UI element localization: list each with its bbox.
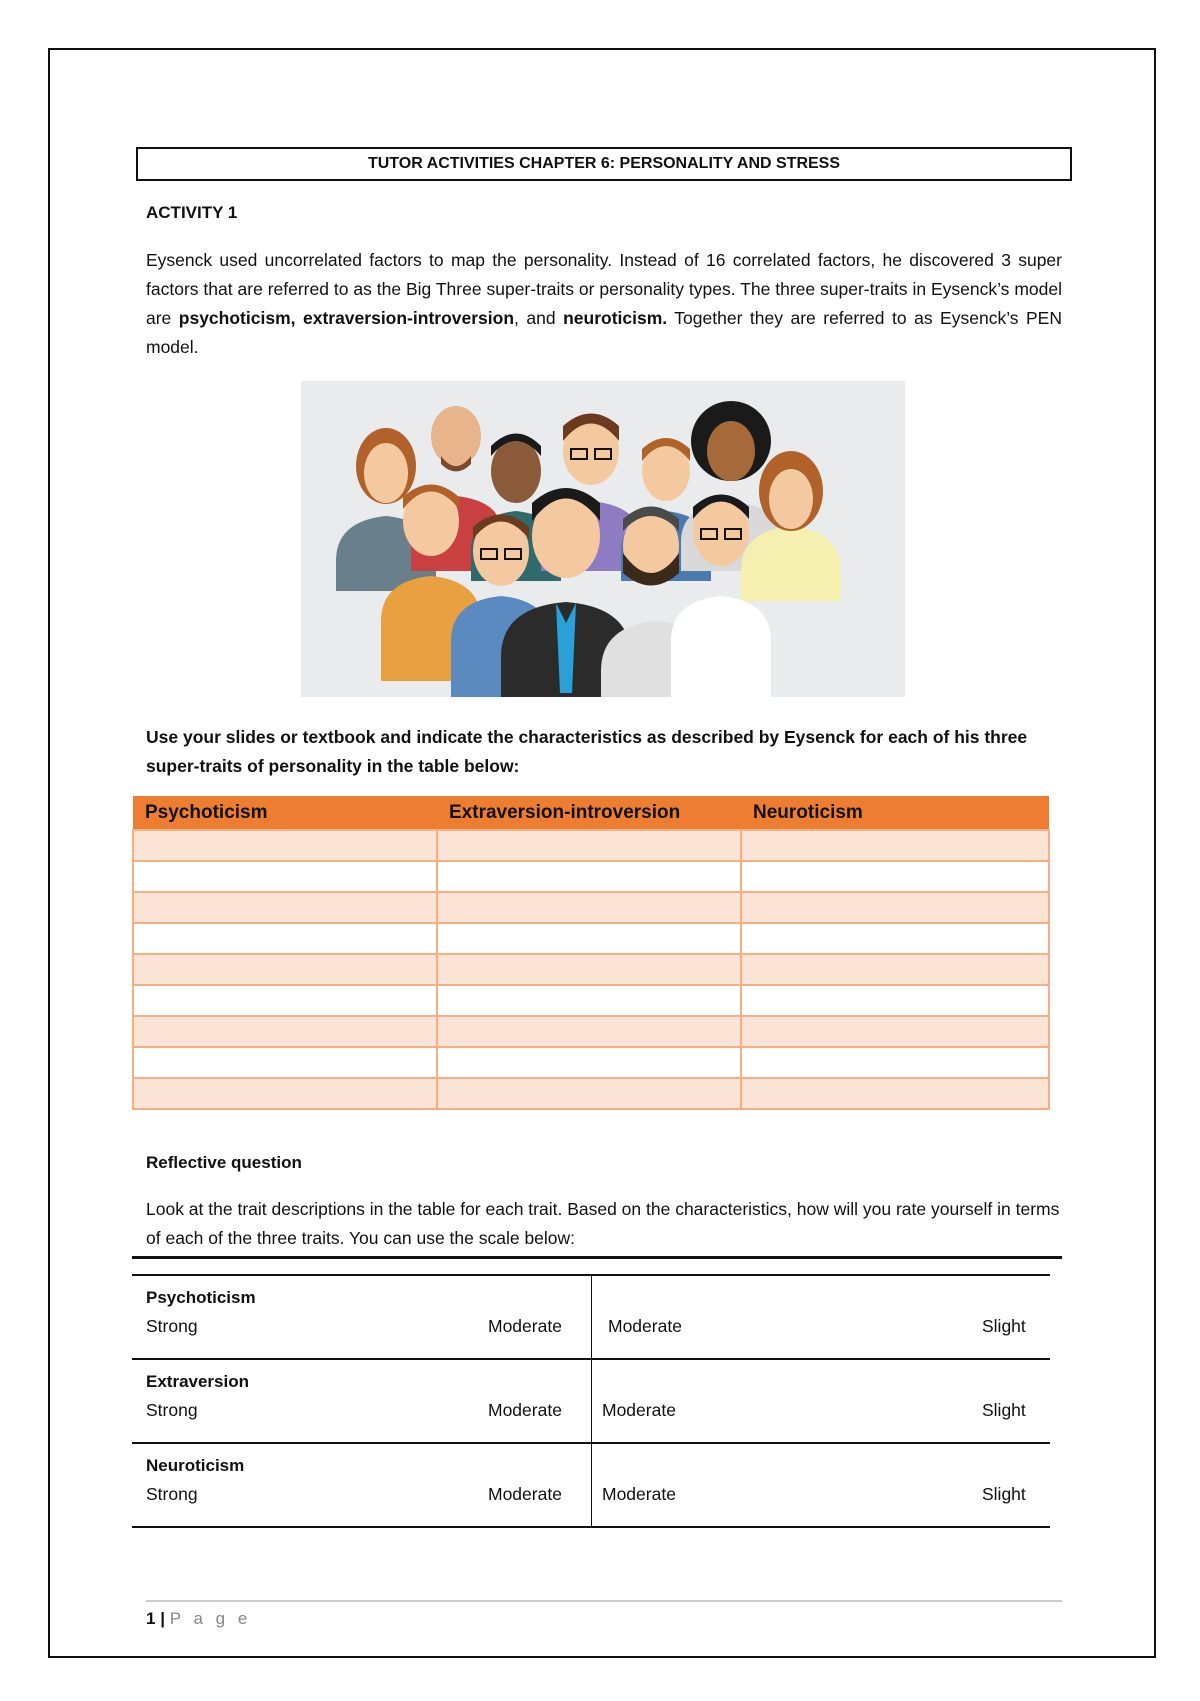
- scale-divider: [591, 1444, 592, 1526]
- table-cell[interactable]: [437, 923, 741, 954]
- footer-rule: [146, 1600, 1062, 1602]
- column-header-extraversion: Extraversion-introversion: [437, 796, 741, 830]
- table-cell[interactable]: [741, 954, 1049, 985]
- table-cell[interactable]: [741, 1047, 1049, 1078]
- scale-trait: Psychoticism: [146, 1288, 256, 1307]
- table-cell[interactable]: [133, 1047, 437, 1078]
- reflective-question-title: Reflective question: [146, 1153, 302, 1172]
- column-header-psychoticism: Psychoticism: [133, 796, 437, 830]
- table-cell[interactable]: [741, 1016, 1049, 1047]
- table-cell[interactable]: [133, 861, 437, 892]
- scale-moderate-left[interactable]: Moderate: [488, 1316, 562, 1336]
- table-row: [133, 985, 1049, 1016]
- page-footer: [146, 1609, 251, 1629]
- table-row: [133, 861, 1049, 892]
- scale-moderate-right[interactable]: Moderate: [602, 1400, 676, 1420]
- scale-divider: [591, 1360, 592, 1442]
- table-cell[interactable]: [437, 954, 741, 985]
- scale-trait: Neuroticism: [146, 1456, 245, 1475]
- table-cell[interactable]: [741, 923, 1049, 954]
- column-header-neuroticism: Neuroticism: [741, 796, 1049, 830]
- scale-moderate-right[interactable]: Moderate: [608, 1316, 682, 1336]
- reflective-question-text: Look at the trait descriptions in the table for each trait. Based on the characteristics, how will you rate yourself in terms of each of the three traits. You can use the scale below:: [146, 1199, 1060, 1248]
- table-row: [133, 892, 1049, 923]
- scale-moderate-right[interactable]: Moderate: [602, 1484, 676, 1504]
- table-cell[interactable]: [437, 830, 741, 861]
- page-title: [136, 147, 1072, 181]
- scale-divider: [591, 1276, 592, 1358]
- table-cell[interactable]: [133, 1016, 437, 1047]
- people-graphic: [301, 381, 905, 697]
- table-cell[interactable]: [437, 892, 741, 923]
- table-row: [133, 830, 1049, 861]
- scale-moderate-left[interactable]: Moderate: [488, 1400, 562, 1420]
- activity-heading: ACTIVITY 1: [146, 203, 238, 222]
- intro-text-3: Together they are referred to as Eysenck’s PEN model.: [146, 308, 1062, 357]
- table-cell[interactable]: [133, 1078, 437, 1109]
- table-row: [133, 1078, 1049, 1109]
- footer-separator: |: [160, 1609, 165, 1628]
- scale-strong[interactable]: Strong: [146, 1484, 198, 1504]
- scale-moderate-left[interactable]: Moderate: [488, 1484, 562, 1504]
- table-cell[interactable]: [741, 1078, 1049, 1109]
- table-row: [133, 1016, 1049, 1047]
- scale-slight[interactable]: Slight: [982, 1400, 1026, 1420]
- table-cell[interactable]: [437, 861, 741, 892]
- table-cell[interactable]: [133, 985, 437, 1016]
- intro-text-2: , and: [514, 308, 564, 328]
- table-cell[interactable]: [133, 954, 437, 985]
- table-row: [133, 923, 1049, 954]
- table-row: [133, 1047, 1049, 1078]
- rating-scale: [132, 1274, 1050, 1528]
- table-cell[interactable]: [133, 892, 437, 923]
- intro-text-1: Eysenck used uncorrelated factors to map the personality. Instead of 16 correlated factors, he discovered 3 super factors that are referred to as the Big Three super-traits or personality types. The three super-traits in Eysenck’s model are: [146, 250, 1062, 328]
- scale-row-extraversion: [132, 1358, 1050, 1442]
- table-cell[interactable]: [437, 985, 741, 1016]
- table-cell[interactable]: [437, 1016, 741, 1047]
- intro-trait-1: psychoticism, extraversion-introversion: [178, 308, 515, 328]
- scale-slight[interactable]: Slight: [982, 1316, 1026, 1336]
- table-cell[interactable]: [741, 985, 1049, 1016]
- table-cell[interactable]: [133, 923, 437, 954]
- table-instruction: Use your slides or textbook and indicate the characteristics as described by Eysenck for each of his three super-traits of personality in the table below:: [146, 727, 1028, 776]
- intro-paragraph: [146, 246, 1062, 362]
- pen-table-body: [133, 830, 1049, 1109]
- scale-trait: Extraversion: [146, 1372, 249, 1391]
- intro-trait-2: neuroticism.: [563, 308, 668, 328]
- scale-row-psychoticism: [132, 1274, 1050, 1358]
- table-cell[interactable]: [133, 830, 437, 861]
- table-cell[interactable]: [741, 830, 1049, 861]
- page-title-text: TUTOR ACTIVITIES CHAPTER 6: PERSONALITY AND STRESS: [367, 155, 841, 172]
- scale-row-neuroticism: [132, 1442, 1050, 1528]
- scale-slight[interactable]: Slight: [982, 1484, 1026, 1504]
- divider: [132, 1256, 1062, 1259]
- table-cell[interactable]: [437, 1078, 741, 1109]
- table-cell[interactable]: [741, 861, 1049, 892]
- group-of-people-illustration: [301, 381, 905, 697]
- page-label: P a g e: [169, 1609, 252, 1628]
- table-row: [133, 954, 1049, 985]
- table-cell[interactable]: [437, 1047, 741, 1078]
- scale-strong[interactable]: Strong: [146, 1316, 198, 1336]
- table-cell[interactable]: [741, 892, 1049, 923]
- page-number: 1: [146, 1609, 156, 1628]
- pen-traits-table: [132, 796, 1050, 1110]
- scale-strong[interactable]: Strong: [146, 1400, 198, 1420]
